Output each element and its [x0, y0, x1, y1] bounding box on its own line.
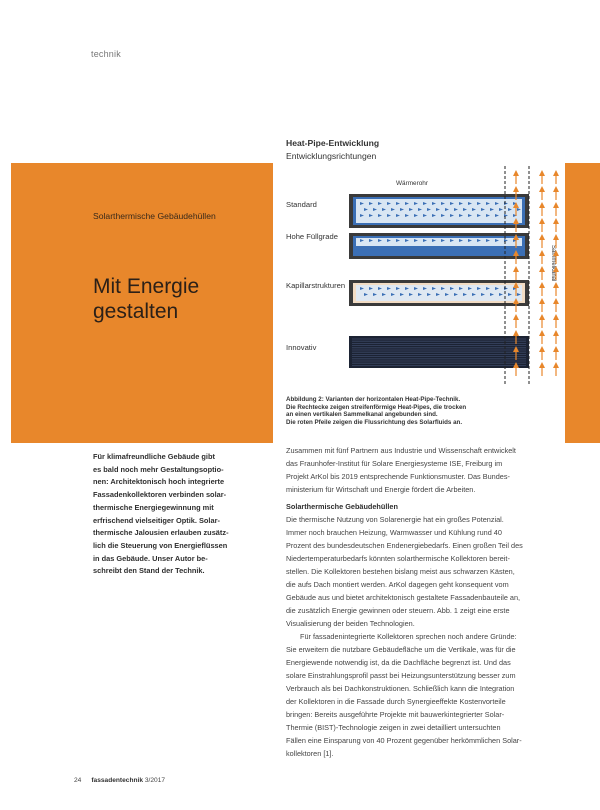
body-line: Verbrauch als bei Dachkonstruktionen. Schließlich kann die Integration	[286, 684, 515, 693]
variant-label-kapillarstrukturen: Kapillarstrukturen	[286, 281, 346, 290]
page-number: 24	[74, 777, 82, 784]
body-line: Sie erweitern die nutzbare Gebäudefläche um die Vertikale, was für die	[286, 645, 516, 654]
body-line: stellen. Die Kollektoren bestehen bislang meist aus schwarzen Kästen,	[286, 567, 515, 576]
lead-line: erfrischend vielseitiger Optik. Solar-	[93, 515, 220, 525]
lead-line: thermische Jalousien erlauben zusätz-	[93, 528, 229, 538]
body-line: Thermie (BIST)-Technologie zeigen in zwei detailliert untersuchten	[286, 723, 501, 732]
sammelkanal-label: Sammelkanal	[550, 245, 556, 282]
caption-line: Die roten Pfeile zeigen die Flussrichtung des Solarfluids an.	[286, 418, 463, 426]
body-line: Projekt ArKol bis 2019 entsprechende Funktionsmuster. Das Bundes-	[286, 472, 510, 481]
issue-number: 3/2017	[144, 777, 166, 784]
body-line: Für fassadenintegrierte Kollektoren sprechen noch andere Gründe:	[300, 632, 517, 641]
page-footer	[74, 777, 165, 784]
caption-line: Die Rechtecke zeigen streifenförmige Heat-Pipes, die trocken	[286, 403, 467, 411]
figure-title: Heat-Pipe-Entwicklung	[286, 138, 380, 148]
article-headline	[93, 274, 199, 324]
heat-pipe-diagram	[280, 160, 565, 394]
body-line: Zusammen mit fünf Partnern aus Industrie und Wissenschaft entwickelt	[286, 446, 516, 455]
variant-label-hohe-fuellgrade: Hohe Füllgrade	[286, 232, 338, 241]
body-line: Fällen eine Einsparung von 40 Prozent gegenüber herkömmlichen Solar-	[286, 736, 522, 745]
figure-subtitle: Entwicklungsrichtungen	[286, 151, 377, 161]
waermerohr-label: Wärmerohr	[396, 180, 428, 187]
body-line: Visualisierung der beiden Technologien.	[286, 619, 415, 628]
body-line: Energiewende notwendig ist, da die Dachfläche begrenzt ist. Und das	[286, 658, 511, 667]
body-line: Prozent des bundesdeutschen Endenergiebedarfs. Einen großen Teil des	[286, 541, 523, 550]
magazine-name: fassadentechnik	[91, 777, 144, 784]
lead-line: schreibt den Stand der Technik.	[93, 566, 205, 576]
caption-line: an einen vertikalen Sammelkanal angebunden sind.	[286, 411, 438, 419]
lead-line: thermische Energiegewinnung mit	[93, 502, 214, 512]
lead-line: es bald noch mehr Gestaltungsoptio-	[93, 464, 224, 474]
body-line: kollektoren [1].	[286, 749, 334, 758]
body-paragraph-1	[286, 444, 568, 496]
body-line: ministerium für Wirtschaft und Energie fördert die Arbeiten.	[286, 485, 476, 494]
body-column	[286, 444, 568, 760]
orange-side-strip	[565, 163, 600, 443]
headline-line-2: gestalten	[93, 300, 179, 323]
lead-line: nen: Architektonisch hoch integrierte	[93, 477, 225, 487]
caption-line: Abbildung 2: Varianten der horizontalen Heat-Pipe-Technik.	[286, 396, 461, 403]
body-paragraph-2	[286, 513, 568, 630]
body-line: Die thermische Nutzung von Solarenergie hat ein großes Potenzial.	[286, 515, 504, 524]
body-line: Niedertemperaturbedarfs könnten solarthermische Kollektoren bereit-	[286, 554, 510, 563]
variant-label-innovativ: Innovativ	[286, 343, 317, 352]
body-line: Gebäude aus und bietet architektonisch gestaltete Fassadenbauteile an,	[286, 593, 521, 602]
variant-label-standard: Standard	[286, 200, 317, 209]
body-line: bringen: Bereits ausgeführte Projekte mit bauwerkintegrierter Solar-	[286, 710, 505, 719]
headline-line-1: Mit Energie	[93, 275, 200, 298]
pipe-hohe-fuellgrade	[349, 233, 529, 259]
body-line: der Kollektoren in die Fassade durch Synergieeffekte Kostenvorteile	[286, 697, 506, 706]
body-line: die zusätzlich Energie gewinnen oder steuern. Abb. 1 zeigt eine erste	[286, 606, 510, 615]
row-labels	[286, 200, 345, 352]
lead-paragraph	[93, 451, 263, 578]
body-subheading: Solarthermische Gebäudehüllen	[286, 502, 398, 511]
lead-line: lich die Steuerung von Energieflüssen	[93, 540, 228, 550]
article-kicker: Solarthermische Gebäudehüllen	[93, 211, 216, 221]
section-label: technik	[91, 49, 121, 59]
figure-caption	[286, 396, 516, 426]
pipe-kapillarstrukturen	[349, 280, 529, 306]
lead-line: in das Gebäude. Unser Autor be-	[93, 553, 208, 563]
lead-line: Für klimafreundliche Gebäude gibt	[93, 452, 215, 461]
body-paragraph-3	[286, 630, 568, 760]
pipe-standard	[349, 194, 529, 228]
body-line: die aufs Dach montiert werden. ArKol dagegen geht konsequent vom	[286, 580, 509, 589]
lead-line: Fassadenkollektoren verbinden solar-	[93, 490, 227, 500]
body-line: das Fraunhofer-Institut für Solare Energiesysteme ISE, Freiburg im	[286, 459, 503, 468]
pipe-innovativ	[349, 336, 529, 368]
body-line: Immer noch brauchen Heizung, Warmwasser und Kühlung rund 40	[286, 528, 502, 537]
body-line: solare Einstrahlungsprofil passt bei Heizungsunterstützung besser zum	[286, 671, 516, 680]
